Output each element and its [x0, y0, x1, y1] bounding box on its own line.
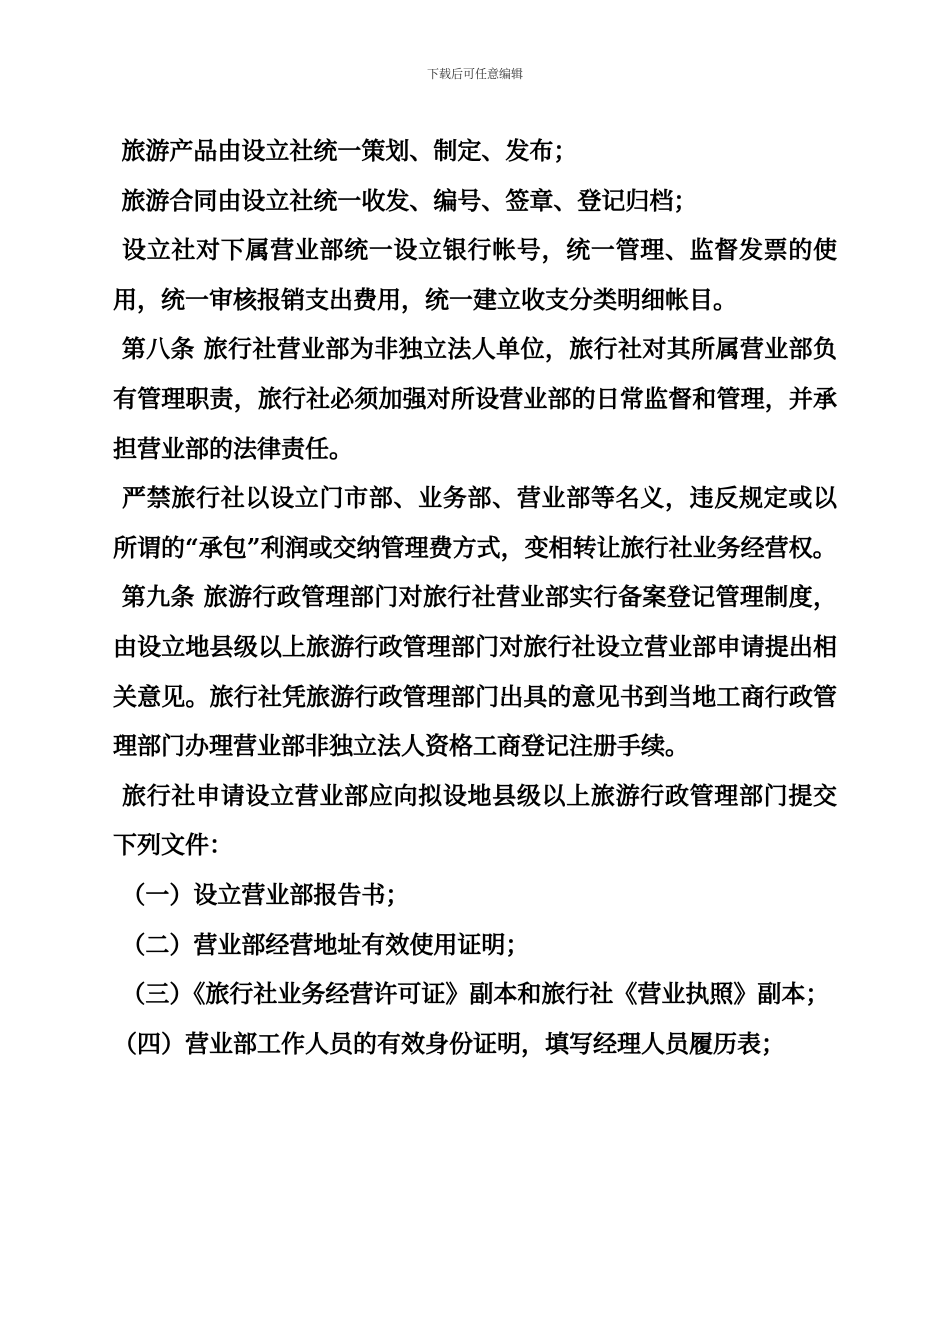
paragraph-contract-handling: 旅游合同由设立社统一收发、编号、签章、登记归档； — [113, 185, 698, 215]
page-header: 下载后可任意编辑 — [426, 67, 523, 81]
list-item-1: （一）设立营业部报告书； — [113, 879, 410, 909]
list-item-2: （二）营业部经营地址有效使用证明； — [113, 929, 530, 959]
document-body — [113, 126, 837, 1068]
paragraph-product-planning: 旅游产品由设立社统一策划、制定、发布； — [113, 136, 578, 165]
paragraph-bank-account: 设立社对下属营业部统一设立银行帐号，统一管理、监督发票的使用，统一审核报销支出费用，统一建立收支分类明细帐目。 — [113, 235, 838, 314]
paragraph-article-8: 第八条 旅行社营业部为非独立法人单位，旅行社对其所属营业部负有管理职责，旅行社必须加强对所设营业部的日常监督和管理，并承担营业部的法律责任。 — [113, 334, 837, 463]
paragraph-prohibition: 严禁旅行社以设立门市部、业务部、营业部等名义，违反规定或以所谓的“承包”利润或交纳管理费方式，变相转让旅行社业务经营权。 — [113, 483, 838, 562]
list-item-3: （三）《旅行社业务经营许可证》副本和旅行社《营业执照》副本； — [113, 979, 830, 1009]
paragraph-article-9: 第九条 旅游行政管理部门对旅行社营业部实行备案登记管理制度，由设立地县级以上旅游行政管理部门对旅行社设立营业部申请提出相关意见。旅行社凭旅游行政管理部门出具的意见书到当地工商行政管理部门办理营业部非独立法人资格工商登记注册手续。 — [113, 582, 837, 761]
paragraph-application-documents: 旅行社申请设立营业部应向拟设地县级以上旅游行政管理部门提交下列文件： — [113, 780, 838, 860]
list-item-4: （四）营业部工作人员的有效身份证明，填写经理人员履历表； — [113, 1028, 785, 1058]
